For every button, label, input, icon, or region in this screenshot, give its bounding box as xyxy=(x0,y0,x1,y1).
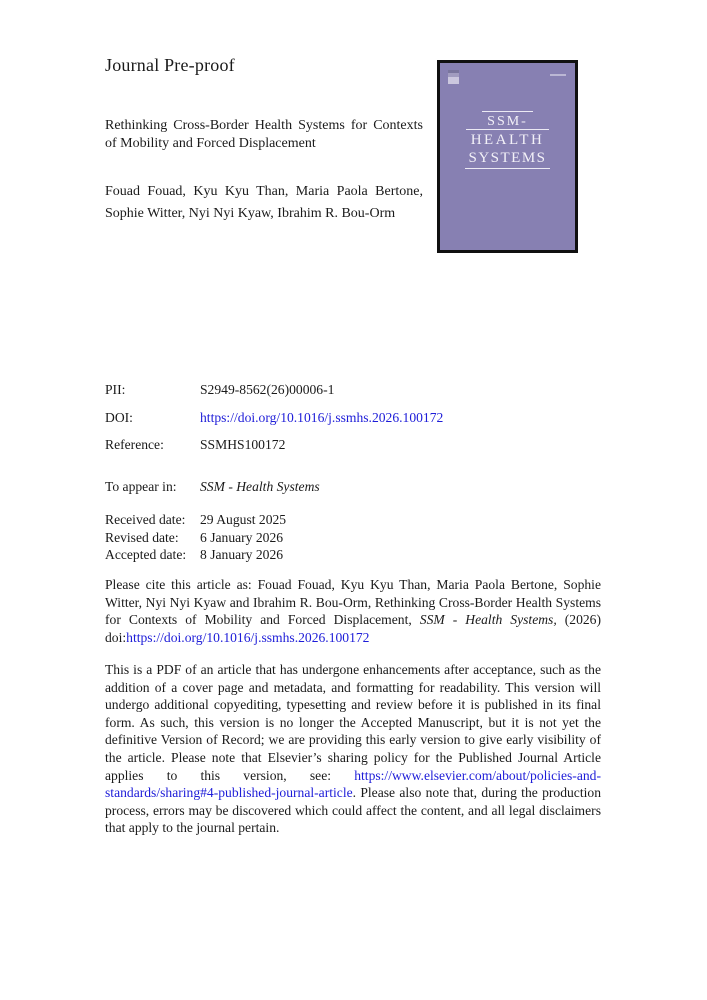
article-metadata xyxy=(105,381,443,464)
publisher-tree-logo-icon xyxy=(448,70,459,84)
disclaimer-text-2: . Please also note that, during the production process, errors may be discovered which could affect the content, and all legal disclaimers that apply to the journal pertain. xyxy=(105,785,601,836)
reference-label: Reference: xyxy=(105,437,164,452)
to-appear-label: To appear in: xyxy=(105,479,177,494)
citation-doi-prefix: (2026) doi: xyxy=(105,612,601,645)
reference-row xyxy=(105,436,443,454)
manuscript-dates xyxy=(105,511,286,564)
citation-paragraph xyxy=(105,576,601,646)
reference-value: SSMHS100172 xyxy=(200,437,286,452)
revised-date-label: Revised date: xyxy=(105,529,179,545)
disclaimer-paragraph xyxy=(105,661,601,837)
journal-cover-thumbnail xyxy=(437,60,578,253)
received-date-value: 29 August 2025 xyxy=(200,512,287,527)
pii-label: PII: xyxy=(105,382,126,397)
received-date-row xyxy=(105,511,286,529)
citation-text: Please cite this article as: Fouad Fouad, Kyu Kyu Than, Maria Paola Bertone, Sophie Witter, Nyi Nyi Kyaw and Ibrahim R. Bou-Orm, Rethinking Cross-Border Health Systems for Contexts of Mobility and Forced Displacement, xyxy=(105,577,601,628)
revised-date-row xyxy=(105,529,286,547)
doi-link[interactable]: https://doi.org/10.1016/j.ssmhs.2026.100172 xyxy=(200,409,444,425)
received-date-label: Received date: xyxy=(105,512,186,527)
accepted-date-value: 8 January 2026 xyxy=(200,547,284,562)
accepted-date-row xyxy=(105,546,286,564)
pii-value: S2949-8562(26)00006-1 xyxy=(200,382,335,397)
cover-title-line-1: SSM- xyxy=(482,111,533,129)
to-appear-in xyxy=(105,478,320,506)
sharing-policy-link[interactable]: https://www.elsevier.com/about/policies-and-standards/sharing#4-published-journal-article xyxy=(105,767,601,801)
cover-journal-title xyxy=(440,111,575,169)
pii-row xyxy=(105,381,443,399)
doi-row xyxy=(105,409,443,427)
cover-issue-text xyxy=(550,74,566,76)
to-appear-row xyxy=(105,478,320,496)
author-list: Fouad Fouad, Kyu Kyu Than, Maria Paola Bertone, Sophie Witter, Nyi Nyi Kyaw, Ibrahim R. Bou-Orm xyxy=(105,184,423,221)
citation-doi-link[interactable]: https://doi.org/10.1016/j.ssmhs.2026.100172 xyxy=(126,629,370,645)
article-title: Rethinking Cross-Border Health Systems for Contexts of Mobility and Forced Displacement xyxy=(105,118,423,151)
cover-title-line-2: HEALTH xyxy=(466,129,550,148)
doi-label: DOI: xyxy=(105,409,133,425)
cover-title-line-3: SYSTEMS xyxy=(465,150,549,169)
revised-date-value: 6 January 2026 xyxy=(200,529,284,545)
accepted-date-label: Accepted date: xyxy=(105,547,187,562)
citation-journal-name: SSM - Health Systems, xyxy=(419,612,557,628)
journal-preproof-heading: Journal Pre-proof xyxy=(105,55,235,75)
disclaimer-text-1: This is a PDF of an article that has undergone enhancements after acceptance, such as the addition of a cover page and metadata, and formatting for readability. This version will undergo additional copyediting, typesetting and review before it is published in its final form. As such, this version is no longer the Accepted Manuscript, but it is not yet the definitive Version of Record; we are providing this early version to give early visibility of the article. Please note that Elsevier’s sharing policy for the Published Journal Article applies to this version, see: xyxy=(105,662,601,783)
journal-name: SSM - Health Systems xyxy=(200,479,320,494)
